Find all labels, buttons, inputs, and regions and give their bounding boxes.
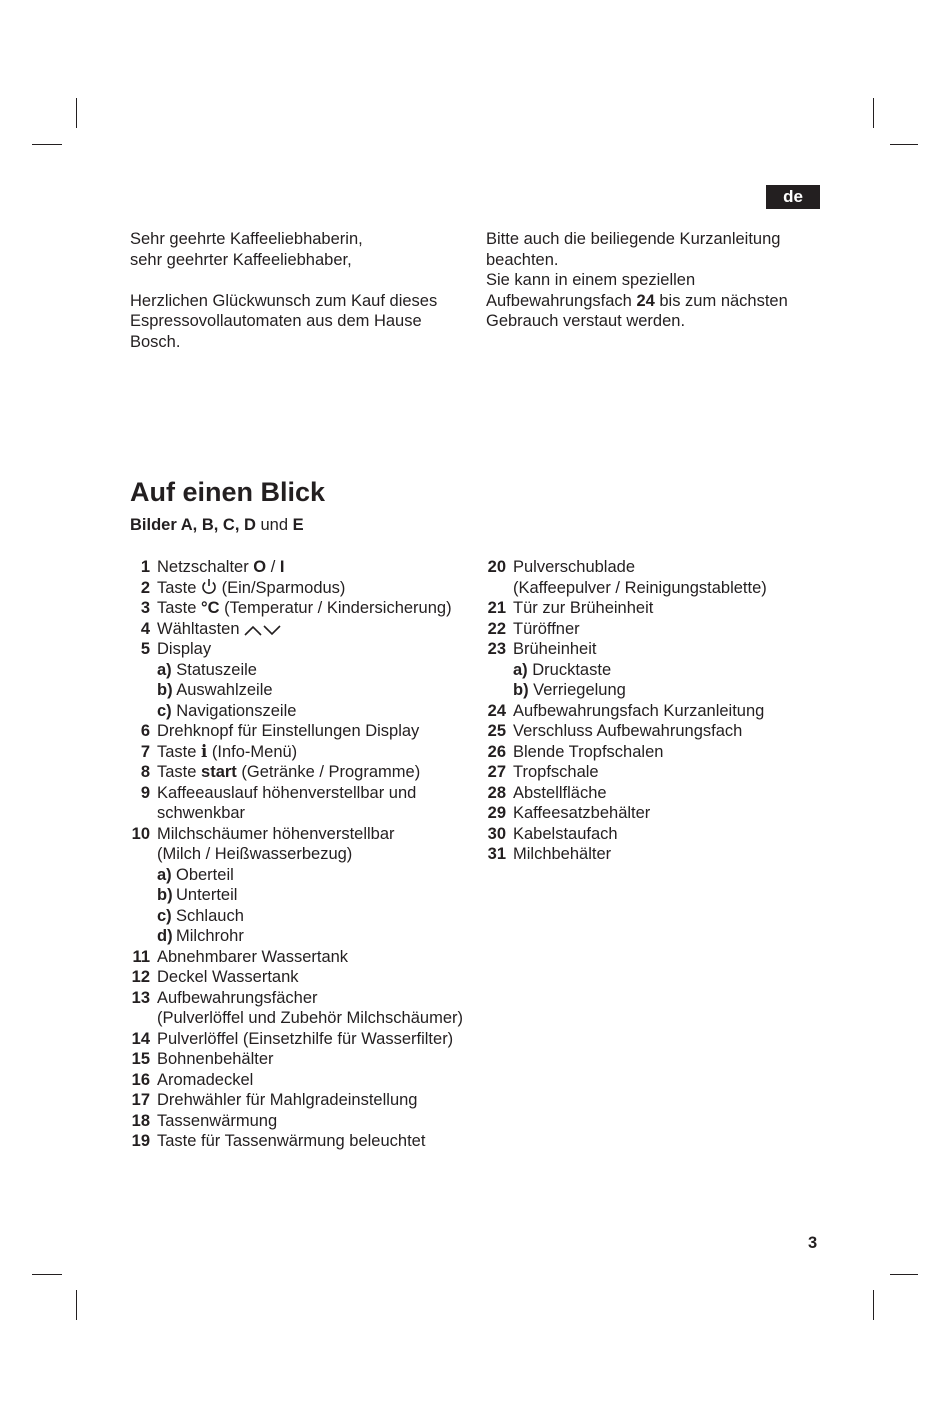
list-item	[130, 1070, 475, 1091]
list-item	[130, 947, 475, 968]
list-item	[130, 967, 475, 988]
item-text: Unterteil	[176, 886, 238, 904]
list-item	[486, 844, 826, 865]
item-text: (Temperatur / Kindersicherung)	[219, 599, 452, 617]
item-number: 3	[140, 599, 150, 617]
text-part: und	[255, 516, 293, 534]
crop-mark	[890, 144, 918, 145]
list-item	[486, 557, 826, 598]
list-item	[130, 762, 475, 783]
item-number: 28	[487, 783, 506, 802]
list-item	[486, 762, 826, 783]
item-number: 17	[131, 1091, 150, 1109]
list-item	[486, 783, 826, 804]
item-text: Verschluss Aufbewahrungsfach	[513, 722, 743, 740]
item-number: 1	[140, 558, 150, 576]
item-text: Taste	[157, 578, 202, 597]
item-text: Taste für Tassenwärmung beleuchtet	[157, 1132, 426, 1150]
sub-item-key: a)	[157, 660, 172, 679]
sub-item-key: c)	[157, 906, 172, 925]
item-text: Deckel Wassertank	[157, 968, 299, 986]
item-text: Milchschäumer höhenverstellbar	[157, 824, 395, 843]
list-item	[486, 619, 826, 640]
sub-item-key: b)	[157, 681, 173, 699]
item-number: 18	[131, 1111, 150, 1130]
figure-list: E	[292, 516, 304, 534]
item-text: Taste	[157, 763, 202, 781]
page-number: 3	[808, 1234, 818, 1252]
list-item	[130, 988, 475, 1029]
item-number: 31	[487, 845, 506, 863]
crop-mark	[890, 1274, 918, 1275]
item-text: Wähltasten	[157, 619, 240, 638]
sub-item-key: a)	[513, 660, 528, 679]
parts-list-left	[130, 557, 475, 1152]
item-text: Taste	[157, 742, 202, 761]
item-text: Pulverlöffel (Einsetzhilfe für Wasserfilter)	[157, 1029, 454, 1048]
text-bold: O	[253, 558, 267, 576]
list-item	[130, 557, 475, 578]
item-text: Schlauch	[176, 906, 244, 925]
sub-item	[157, 660, 475, 681]
list-item	[486, 803, 826, 824]
item-text: Aufbewahrungsfach Kurzanleitung	[513, 701, 765, 720]
item-text: Aufbewahrungsfächer	[157, 988, 318, 1007]
sub-item	[157, 865, 475, 886]
sub-item-key: d)	[157, 927, 173, 945]
item-text: (Milch / Heißwasserbezug)	[157, 845, 353, 863]
item-number: 15	[131, 1050, 150, 1068]
item-text: (Getränke / Programme)	[236, 763, 421, 781]
item-text: Drucktaste	[527, 660, 612, 679]
item-text: schwenkbar	[157, 804, 246, 822]
item-text: Netzschalter	[157, 558, 254, 576]
list-item	[130, 1131, 475, 1152]
item-number: 13	[131, 988, 150, 1007]
item-text: Statuszeile	[171, 660, 257, 679]
text-bold: 24	[636, 291, 655, 310]
figure-list: Bilder A, B, C, D	[130, 516, 256, 534]
crop-mark	[873, 1290, 874, 1320]
sub-item	[157, 885, 475, 906]
list-item	[486, 742, 826, 763]
list-item	[130, 639, 475, 721]
item-number: 9	[140, 783, 150, 802]
intro-text: Sie kann in einem speziellen	[486, 271, 696, 289]
sub-item	[157, 906, 475, 927]
item-text: Drehwähler für Mahlgradeinstellung	[157, 1091, 418, 1109]
chevron-up-icon	[244, 624, 262, 636]
item-text: Blende Tropfschalen	[513, 742, 664, 761]
item-text: Tür zur Brüheinheit	[513, 599, 654, 617]
list-item	[486, 598, 826, 619]
list-item	[130, 1111, 475, 1132]
list-item	[486, 701, 826, 722]
item-number: 19	[131, 1132, 150, 1150]
text-part: Aufbewahrungsfach	[486, 291, 637, 310]
parts-list-right	[486, 557, 826, 865]
intro-right	[486, 229, 826, 332]
figure-reference	[130, 515, 304, 535]
item-number: 16	[131, 1070, 150, 1089]
item-text: (Info-Menü)	[207, 742, 298, 761]
intro-text: Bosch.	[130, 332, 181, 351]
sub-item-key: a)	[157, 865, 172, 884]
item-number: 10	[131, 824, 150, 843]
list-item	[130, 783, 475, 824]
sub-item-key: c)	[157, 701, 172, 720]
list-item	[130, 1049, 475, 1070]
intro-text: Espressovollautomaten aus dem Hause	[130, 312, 422, 330]
item-text: Brüheinheit	[513, 640, 597, 658]
sub-item	[157, 926, 475, 947]
item-number: 21	[487, 599, 506, 617]
item-text: Navigationszeile	[171, 701, 297, 720]
text-bold: start	[201, 763, 237, 781]
list-item	[130, 721, 475, 742]
list-item	[130, 1090, 475, 1111]
list-item	[130, 619, 475, 640]
item-number: 22	[487, 619, 506, 638]
list-item	[486, 639, 826, 701]
item-number: 8	[140, 763, 150, 781]
item-text: Aromadeckel	[157, 1070, 254, 1089]
item-text: Bohnenbehälter	[157, 1050, 274, 1068]
list-item	[130, 1029, 475, 1050]
intro-text	[486, 291, 826, 312]
item-number: 29	[487, 804, 506, 822]
sub-item	[157, 680, 475, 701]
text-part: bis zum nächsten	[654, 291, 788, 310]
item-text: (Pulverlöffel und Zubehör Milchschäumer)	[157, 1009, 463, 1027]
item-text: Taste	[157, 599, 202, 617]
salutation-line: sehr geehrter Kaffeeliebhaber,	[130, 250, 352, 269]
item-text: Drehknopf für Einstellungen Display	[157, 722, 420, 740]
item-text: Oberteil	[176, 865, 234, 884]
item-text: Display	[157, 640, 212, 658]
item-text: (Kaffeepulver / Reinigungstablette)	[513, 578, 767, 597]
item-number: 23	[487, 640, 506, 658]
sub-item	[513, 680, 826, 701]
list-item	[486, 721, 826, 742]
item-number: 5	[140, 640, 150, 658]
section-title: Auf einen Blick	[130, 477, 326, 507]
sub-item	[513, 660, 826, 681]
salutation-line: Sehr geehrte Kaffeeliebhaberin,	[130, 230, 363, 248]
intro-text: beachten.	[486, 250, 559, 269]
list-item	[130, 742, 475, 763]
sub-item-key: b)	[513, 681, 529, 699]
intro-text: Herzlichen Glückwunsch zum Kauf dieses	[130, 291, 438, 310]
chevron-down-icon	[262, 624, 282, 636]
item-number: 2	[140, 578, 150, 597]
item-number: 4	[140, 619, 150, 638]
item-text: Milchbehälter	[513, 845, 612, 863]
item-text: Kaffeeauslauf höhenverstellbar und	[157, 783, 417, 802]
item-text: Abstellfläche	[513, 783, 607, 802]
item-text: Kaffeesatzbehälter	[513, 804, 651, 822]
crop-mark	[76, 1290, 77, 1320]
item-number: 12	[131, 968, 150, 986]
power-icon	[201, 578, 217, 595]
crop-mark	[32, 1274, 62, 1275]
item-number: 24	[487, 701, 506, 720]
intro-text: Gebrauch verstaut werden.	[486, 312, 686, 330]
sub-item	[157, 701, 475, 722]
item-number: 25	[487, 722, 506, 740]
list-item	[486, 824, 826, 845]
text-bold: °C	[201, 599, 220, 617]
intro-left	[130, 229, 470, 352]
crop-mark	[76, 98, 77, 128]
text-part: /	[266, 558, 280, 576]
item-number: 27	[487, 763, 506, 781]
item-text: Verriegelung	[528, 681, 626, 699]
item-number: 26	[487, 742, 506, 761]
item-number: 30	[487, 824, 506, 843]
item-number: 6	[140, 722, 150, 740]
list-item	[130, 824, 475, 947]
list-item	[130, 598, 475, 619]
item-text: Türöffner	[513, 619, 580, 638]
item-text: Auswahlzeile	[172, 681, 273, 699]
item-text: Tassenwärmung	[157, 1111, 278, 1130]
crop-mark	[32, 144, 62, 145]
item-text: Tropfschale	[513, 763, 599, 781]
info-icon: i	[201, 741, 208, 761]
item-text: (Ein/Sparmodus)	[221, 578, 346, 597]
intro-text: Bitte auch die beiliegende Kurzanleitung	[486, 230, 781, 248]
item-text: Pulverschublade	[513, 558, 635, 576]
sub-item-key: b)	[157, 886, 173, 904]
item-text: Milchrohr	[176, 927, 244, 945]
item-text: Kabelstaufach	[513, 824, 618, 843]
language-badge: de	[766, 185, 820, 209]
item-number: 14	[131, 1029, 150, 1048]
item-number: 20	[487, 558, 506, 576]
item-number: 11	[132, 947, 150, 966]
crop-mark	[873, 98, 874, 128]
item-number: 7	[140, 742, 150, 761]
item-text: Abnehmbarer Wassertank	[157, 947, 349, 966]
list-item	[130, 578, 475, 599]
text-bold: I	[279, 558, 285, 576]
